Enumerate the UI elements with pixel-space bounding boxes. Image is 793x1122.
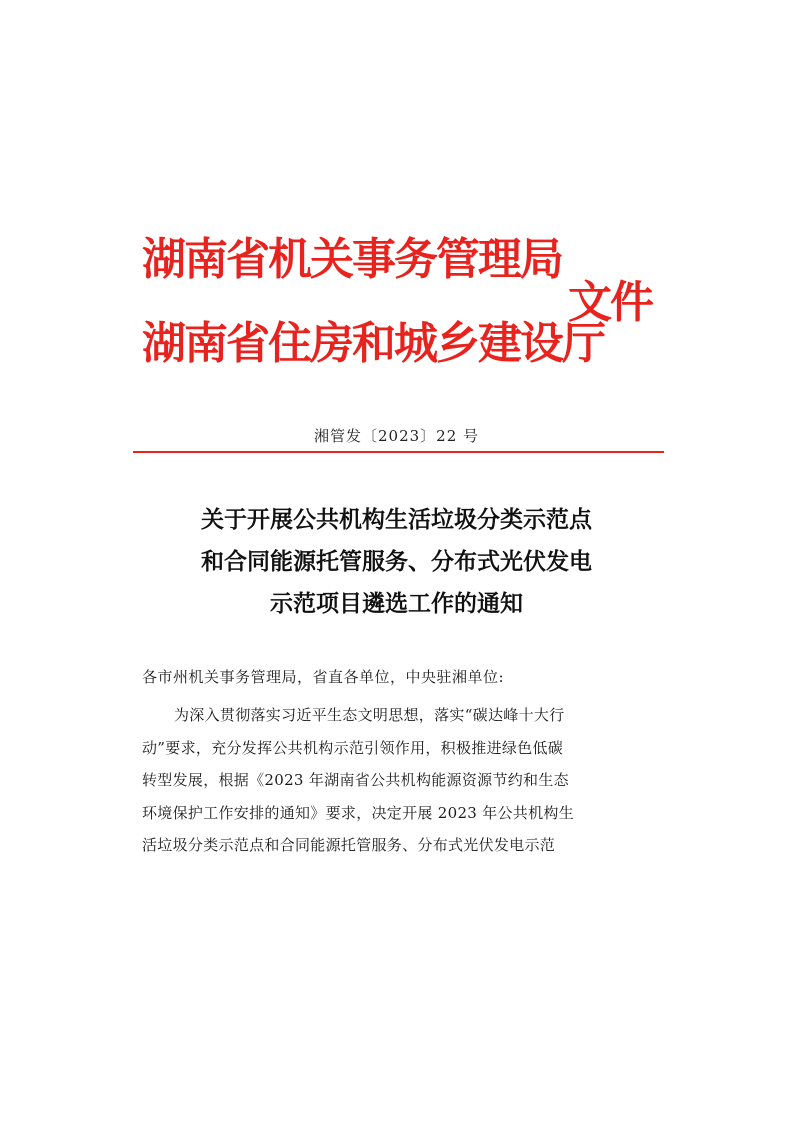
- salutation: 各市州机关事务管理局，省直各单位，中央驻湘单位:: [142, 668, 505, 686]
- title-line-3: 示范项目遴选工作的通知: [270, 590, 523, 617]
- document-number: 湘管发〔2023〕22 号: [313, 427, 480, 445]
- body-line-2: 动”要求，充分发挥公共机构示范引领作用，积极推进绿色低碳: [142, 738, 564, 757]
- document-word: 文件: [568, 277, 652, 328]
- title-line-2: 和合同能源托管服务、分布式光伏发电: [201, 548, 592, 575]
- notice-title: [0, 499, 793, 625]
- body-line-4: 环境保护工作安排的通知》要求，决定开展 2023 年公共机构生: [142, 803, 575, 822]
- issuer-name-1: 湖南省机关事务管理局: [142, 234, 562, 285]
- body-paragraph: [142, 699, 654, 862]
- red-divider-line: [133, 451, 664, 453]
- body-line-3: 转型发展，根据《2023 年湖南省公共机构能源资源节约和生态: [142, 771, 569, 789]
- body-line-5: 活垃圾分类示范点和合同能源托管服务、分布式光伏发电示范: [142, 836, 556, 854]
- body-line-1: 为深入贯彻落实习近平生态文明思想，落实“碳达峰十大行: [174, 706, 565, 724]
- title-line-1: 关于开展公共机构生活垃圾分类示范点: [201, 506, 592, 533]
- issuer-name-2: 湖南省住房和城乡建设厅: [142, 318, 604, 369]
